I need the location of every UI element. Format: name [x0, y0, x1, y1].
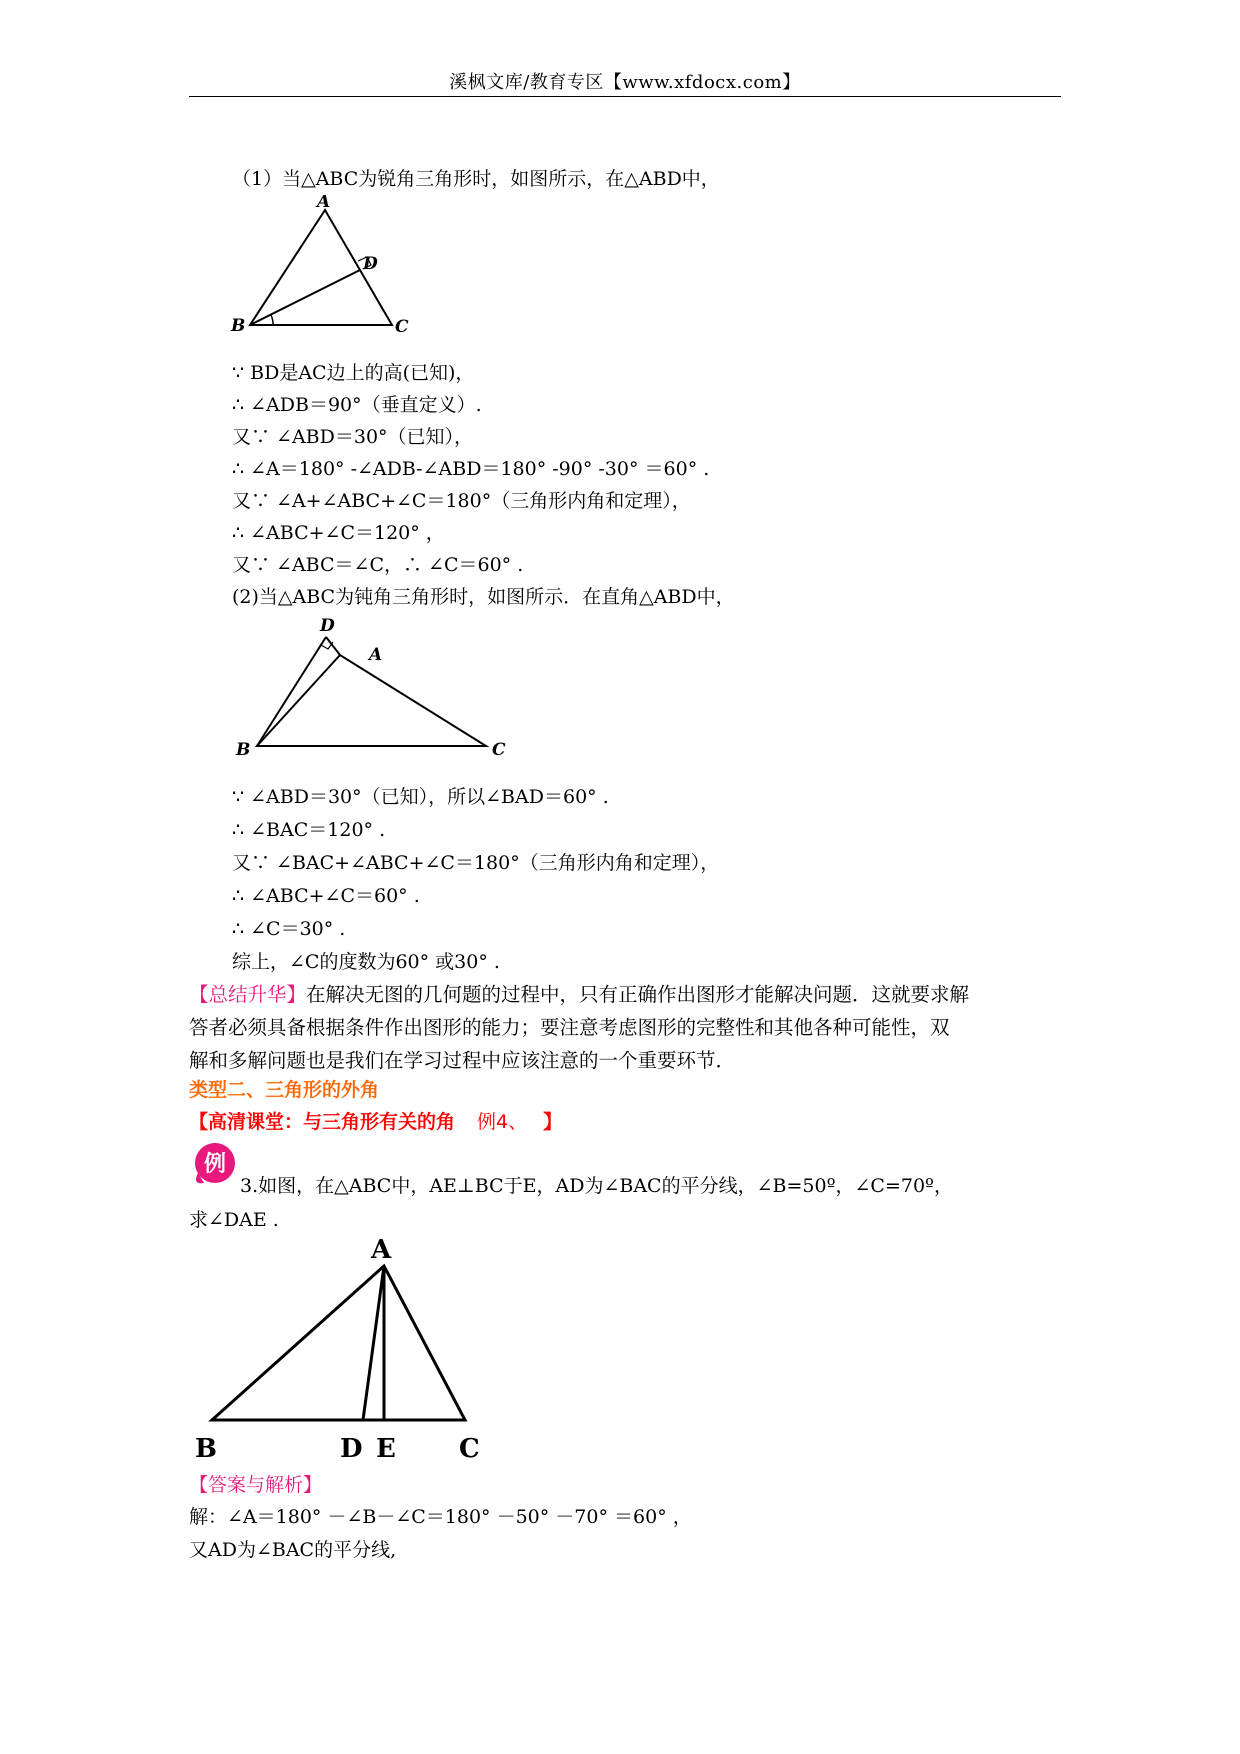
part1-line-4: ∴ ∠A＝180° -∠ADB-∠ABD＝180° -90° -30° ＝60° . [232, 458, 710, 480]
part1-line-6: ∴ ∠ABC+∠C＝120° ， [232, 522, 445, 544]
header-rule [189, 96, 1061, 97]
summary-line-3: 解和多解问题也是我们在学习过程中应该注意的一个重要环节． [189, 1049, 736, 1072]
label-C: C [395, 317, 409, 335]
part1-intro: （1）当△ABC为锐角三角形时，如图所示，在△ABD中， [232, 168, 720, 190]
lesson-close: 】 [543, 1111, 563, 1133]
part1-line-2: ∴ ∠ADB＝90°（垂直定义）. [232, 394, 482, 416]
figure-obtuse-triangle [230, 615, 520, 760]
part2-intro: (2)当△ABC为钝角三角形时，如图所示．在直角△ABD中， [232, 586, 735, 608]
example3-line-1: 3.如图，在△ABC中，AE⊥BC于E，AD为∠BAC的平分线，∠B=50º，∠C=70º， [240, 1175, 953, 1197]
part2-line-3: 又∵ ∠BAC+∠ABC+∠C＝180°（三角形内角和定理）， [232, 852, 720, 874]
label-D: D [363, 254, 378, 274]
label-D: D [340, 1434, 363, 1462]
part1-line-5: 又∵ ∠A+∠ABC+∠C＝180°（三角形内角和定理）， [232, 490, 691, 512]
lesson-example: 例4、 [477, 1111, 528, 1133]
answer-label: 【答案与解析】 [189, 1474, 323, 1496]
part2-line-2: ∴ ∠BAC＝120° . [232, 819, 386, 841]
label-B: B [236, 740, 251, 760]
label-E: E [376, 1434, 396, 1462]
example3-line-2: 求∠DAE . [189, 1209, 279, 1231]
figure-acute-triangle [225, 195, 425, 335]
example-badge-text: 例 [204, 1151, 227, 1177]
part1-line-7: 又∵ ∠ABC＝∠C，∴ ∠C＝60° . [232, 554, 524, 576]
part2-line-4: ∴ ∠ABC+∠C＝60° . [232, 885, 420, 907]
summary-label: 【总结升华】 [189, 983, 307, 1006]
example-badge-icon [190, 1141, 236, 1187]
lesson-label: 【高清课堂：与三角形有关的角 [189, 1111, 456, 1133]
page-header: 溪枫文库/教育专区【www.xfdocx.com】 [449, 72, 801, 93]
summary-line-1 [189, 978, 1061, 1011]
section-heading: 类型二、三角形的外角 [189, 1079, 380, 1101]
part2-line-1: ∵ ∠ABD＝30°（已知），所以∠BAD＝60° . [232, 786, 609, 808]
label-B: B [195, 1434, 217, 1462]
part2-line-5: ∴ ∠C＝30° . [232, 918, 346, 940]
summary-text-1: 在解决无图的几何题的过程中，只有正确作出图形才能解决问题．这就要求解 [306, 983, 970, 1006]
label-A: A [371, 1235, 392, 1265]
answer-line-2: 又AD为∠BAC的平分线, [189, 1539, 397, 1561]
label-A: A [317, 195, 331, 212]
label-C: C [492, 740, 506, 760]
part2-line-6: 综上，∠C的度数为60° 或30° . [232, 951, 500, 973]
label-A: A [369, 645, 383, 665]
label-D: D [320, 616, 335, 636]
summary-block [189, 978, 1061, 1077]
summary-line-2: 答者必须具备根据条件作出图形的能力；要注意考虑图形的完整性和其他各种可能性，双 [189, 1016, 950, 1039]
part1-line-1: ∵ BD是AC边上的高(已知)， [232, 362, 475, 384]
answer-line-1: 解：∠A＝180° －∠B－∠C＝180° －50° －70° ＝60° ， [189, 1506, 692, 1528]
label-B: B [231, 316, 246, 335]
lesson-heading [189, 1110, 562, 1134]
part1-line-3: 又∵ ∠ABD＝30°（已知）， [232, 426, 474, 448]
figure-example3-triangle [195, 1232, 495, 1462]
label-C: C [459, 1434, 480, 1462]
